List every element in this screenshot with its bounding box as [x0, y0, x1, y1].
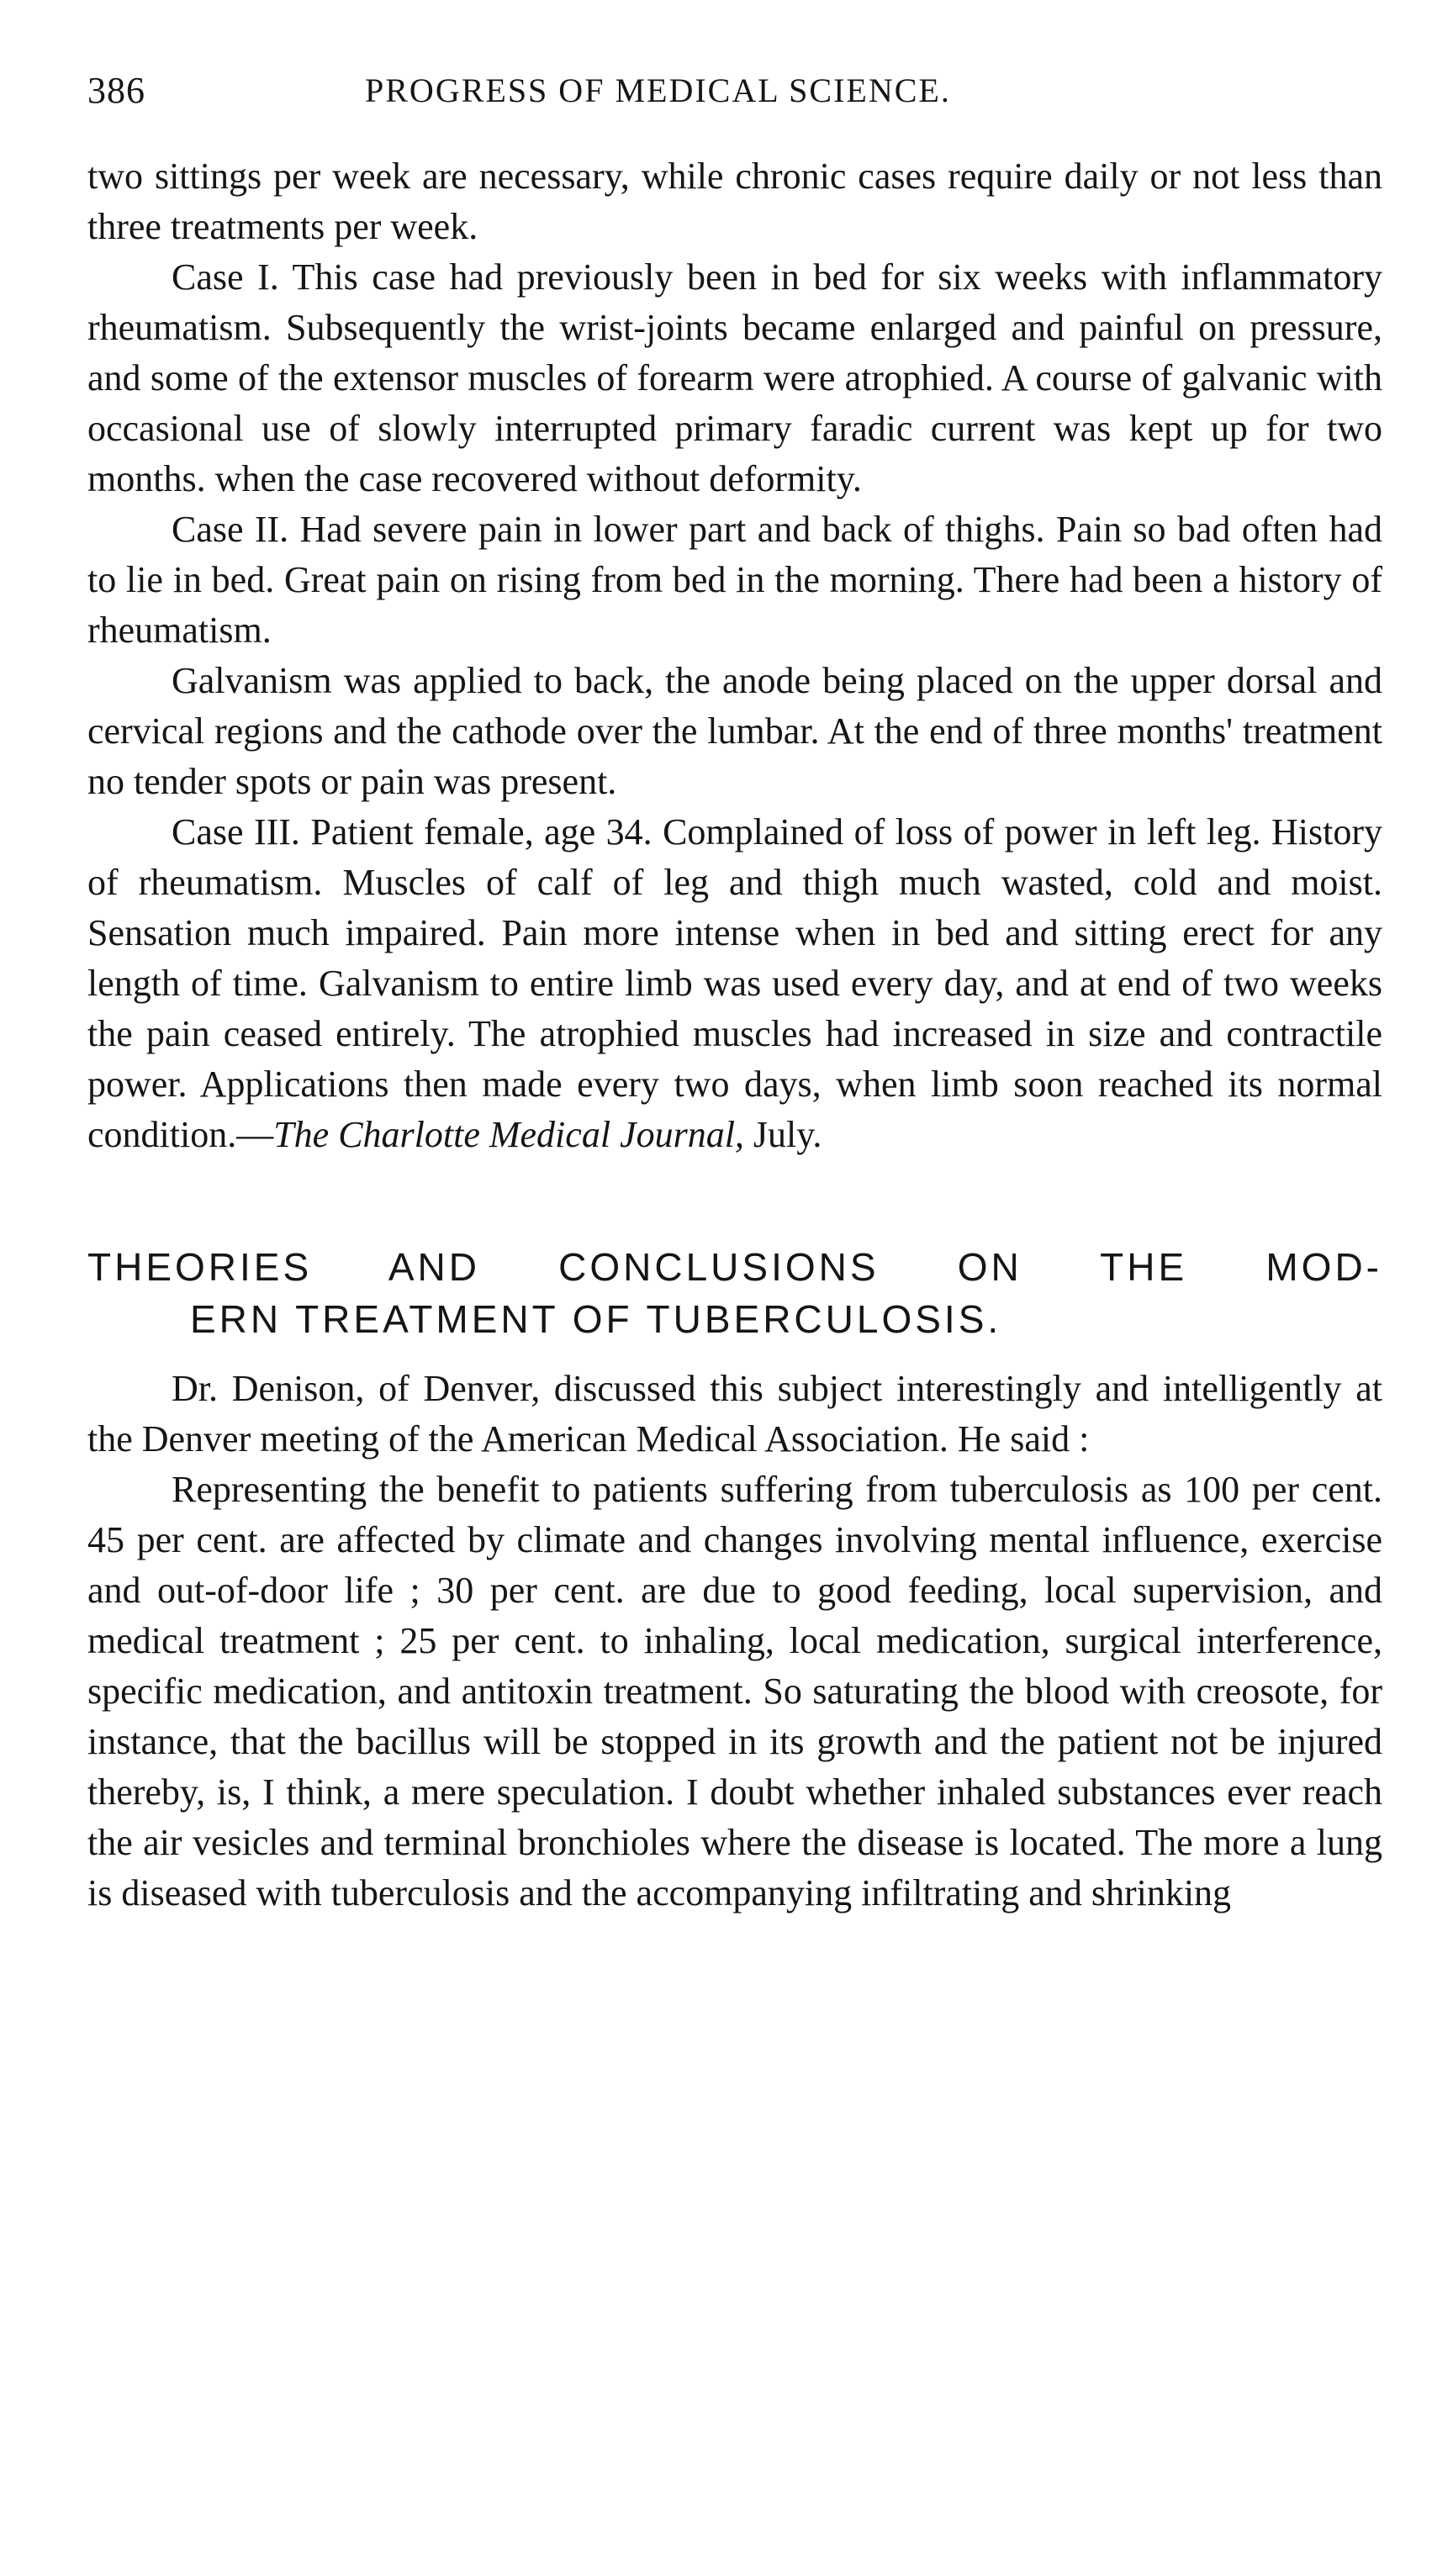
paragraph-case-2: Case II. Had severe pain in lower part and back of thighs. Pain so bad often had to lie in bed. Great pain on rising from bed in the morning. There had been a history of rheumatism.	[87, 509, 1382, 651]
citation-month: July.	[743, 1114, 822, 1155]
section-heading-line-1: THEORIES AND CONCLUSIONS ON THE MOD-	[87, 1245, 1382, 1289]
paragraph-galvanism: Galvanism was applied to back, the anode being placed on the upper dorsal and cervical regions and the cathode over the lumbar. At the end of three months' treatment no tender spots or pain was present.	[87, 660, 1382, 802]
paragraph-continuation: two sittings per week are necessary, while chronic cases require daily or not less than three treatments per week.	[87, 156, 1382, 247]
running-head	[87, 67, 1382, 114]
running-title: PROGRESS OF MEDICAL SCIENCE.	[365, 71, 951, 109]
section-heading-line-2: ERN TREATMENT OF TUBERCULOSIS.	[190, 1297, 1002, 1341]
case-3-text: Case III. Patient female, age 34. Complained of loss of power in left leg. History of rheumatism. Muscles of calf of leg and thigh much wasted, cold and moist. Sensation much impaired. Pain more intense when in bed and sitting erect for any length of time. Galvanism to entire limb was used every day, and at end of two weeks the pain ceased entirely. The atrophied muscles had increased in size and contractile power. Applications then made every two days, when limb soon reached its normal condition.—	[87, 811, 1382, 1155]
page-number: 386	[87, 70, 145, 111]
page	[87, 67, 1382, 1919]
section-heading	[87, 1241, 1382, 1345]
paragraph-case-1: Case I. This case had previously been in bed for six weeks with inflammatory rheumatism. Subsequently the wrist-joints became enlarged and painful on pressure, and some of the extensor muscles of forearm were atrophied. A course of galvanic with occasional use of slowly interrupted primary faradic current was kept up for two months. when the case recovered without deformity.	[87, 256, 1382, 499]
paragraph-denison-quote: Representing the benefit to patients suffering from tuberculosis as 100 per cent. 45 per cent. are affected by climate and changes involving mental influence, exercise and out-of-door life ; 30 per cent. are due to good feeding, local supervision, and medical treatment ; 25 per cent. to inhaling, local medication, surgical interference, specific medication, and antitoxin treatment. So saturating the blood with creosote, for instance, that the bacillus will be stopped in its growth and the patient not be injured thereby, is, I think, a mere speculation. I doubt whether inhaled substances ever reach the air vesicles and terminal bronchioles where the disease is located. The more a lung is diseased with tuberculosis and the accompanying infiltrating and shrinking	[87, 1469, 1382, 1914]
citation-journal: The Charlotte Medical Journal,	[273, 1114, 744, 1155]
article-body	[87, 151, 1382, 1160]
paragraph-denison-intro: Dr. Denison, of Denver, discussed this subject interestingly and intelligently at the Denver meeting of the American Medical Association. He said :	[87, 1368, 1382, 1460]
section-body	[87, 1364, 1382, 1919]
paragraph-case-3	[87, 807, 1382, 1160]
